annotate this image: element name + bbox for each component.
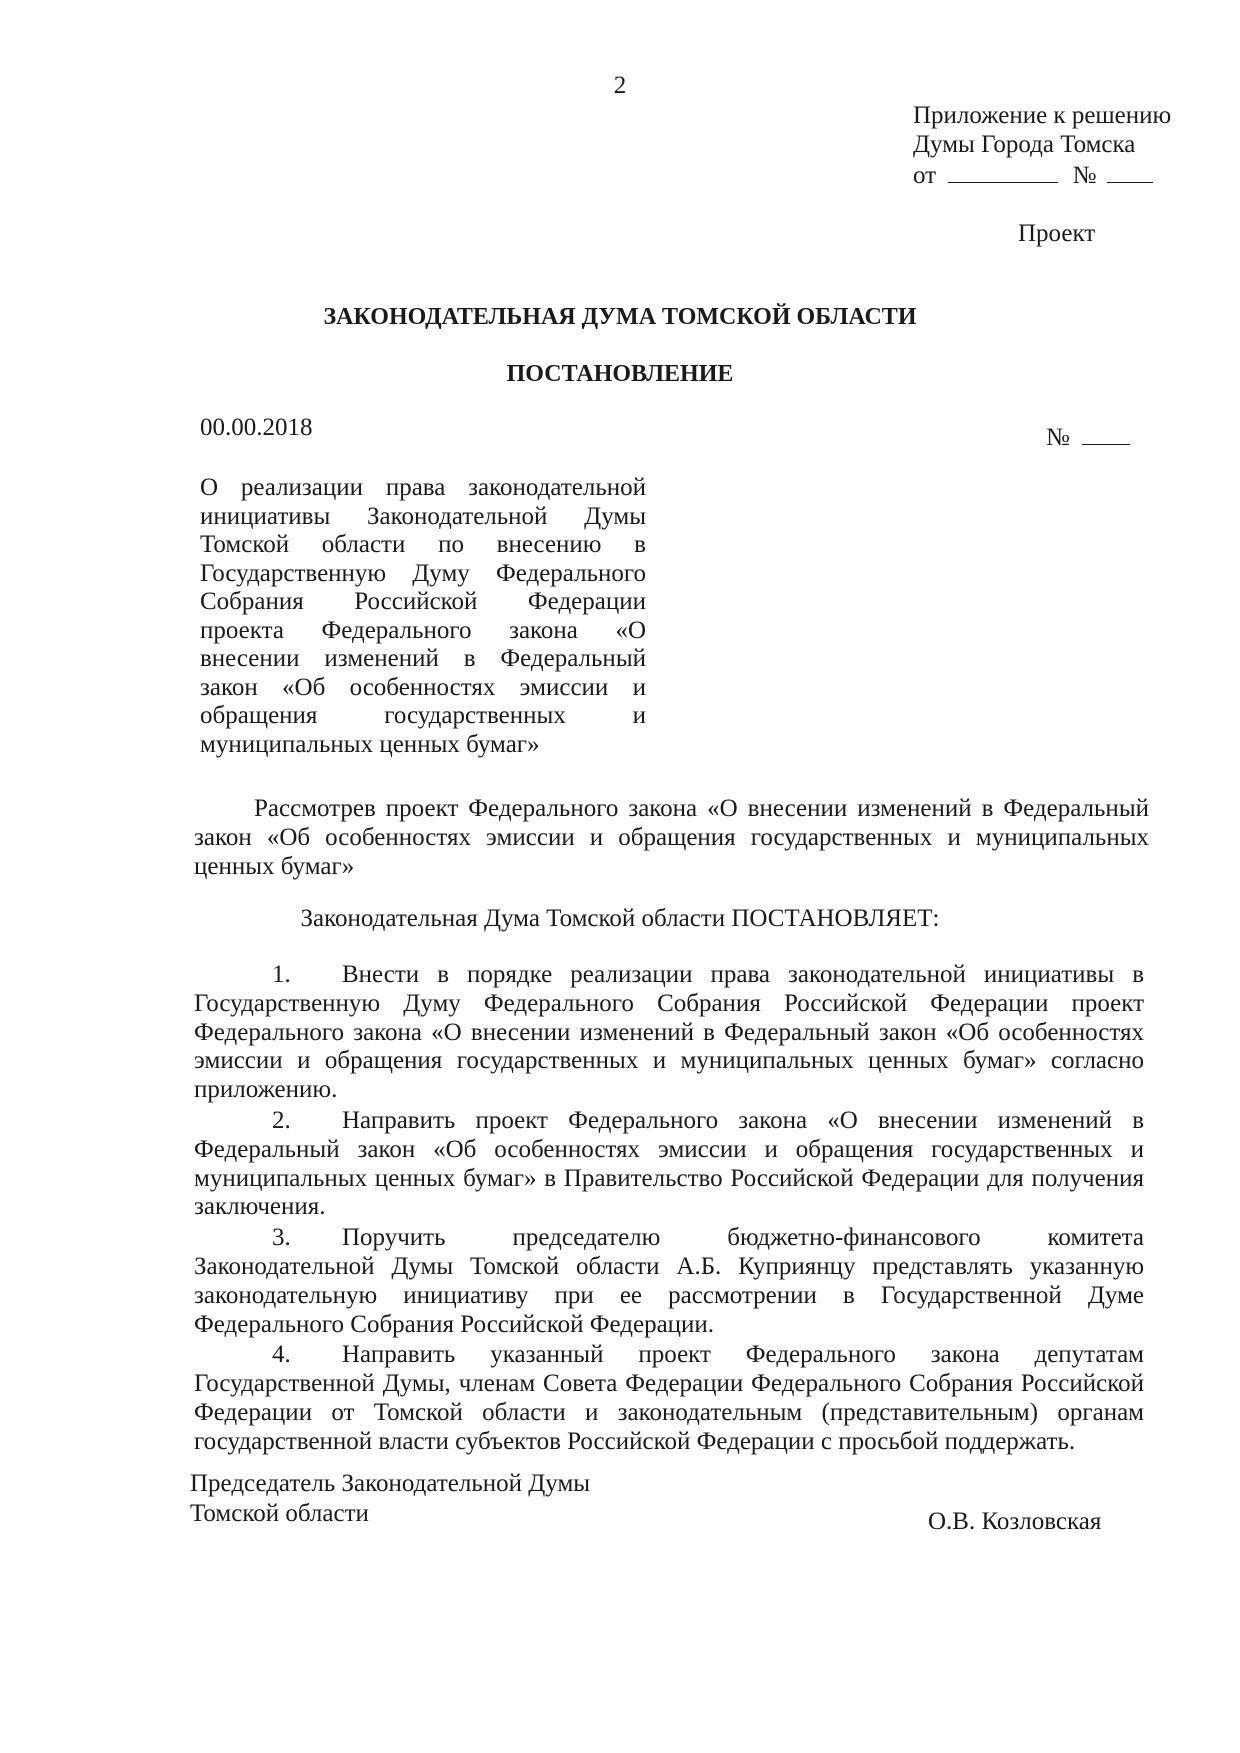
- item-number: 3.: [272, 1224, 291, 1252]
- document-date: 00.00.2018: [200, 414, 313, 441]
- appendix-block: [913, 102, 1213, 189]
- page-number: 2: [613, 72, 627, 99]
- item-text: Поручить председателю бюджетно-финансового комитета Законодательной Думы Томской области А.Б. Куприянцу представлять указанную законодательную инициативу при ее рассмотрении в Государственной Думе Федерального Собрания Российской Федерации.: [194, 1224, 1144, 1338]
- resolution-item: [194, 1224, 1144, 1339]
- item-number: 1.: [272, 961, 291, 988]
- appendix-line-2: Думы Города Томска: [913, 131, 1136, 158]
- item-number: 2.: [272, 1106, 291, 1134]
- org-heading: ЗАКОНОДАТЕЛЬНАЯ ДУМА ТОМСКОЙ ОБЛАСТИ: [323, 304, 917, 330]
- project-label: Проект: [1018, 220, 1096, 247]
- resolution-item: [194, 1341, 1144, 1456]
- document-subject: О реализации права законодательной инициативы Законодательной Думы Томской области по внесению в Государственную Думу Федерального Собрания Российской Федерации проекта Федерального закона «О внесении изменений в Федеральный закон «Об особенностях эмиссии и обращения государственных и муниципальных ценных бумаг»: [200, 474, 646, 758]
- appendix-line-3: [913, 160, 1213, 189]
- document-number-label: №: [1046, 424, 1070, 451]
- item-text: Внести в порядке реализации права законодательной инициативы в Государственную Думу Федерального Собрания Российской Федерации проект Федерального закона «О внесении изменений в Федеральный закон «Об особенностях эмиссии и обращения государственных и муниципальных ценных бумаг» согласно приложению.: [194, 961, 1144, 1104]
- signatory-title: [190, 1470, 690, 1530]
- appendix-number-blank: [1107, 160, 1153, 183]
- document-type-title: ПОСТАНОВЛЕНИЕ: [506, 361, 734, 387]
- appendix-date-blank: [948, 160, 1058, 183]
- resolution-item: [194, 961, 1144, 1105]
- resolution-items: [194, 961, 1144, 1459]
- resolution-item: [194, 1107, 1144, 1222]
- signatory-title-line-2: Томской области: [190, 1500, 369, 1527]
- resolves-line: Законодательная Дума Томской области ПОСТАНОВЛЯЕТ:: [300, 905, 940, 932]
- item-number: 4.: [272, 1341, 291, 1369]
- item-text: Направить указанный проект Федерального закона депутатам Государственной Думы, членам Совета Федерации Федерального Собрания Российской Федерации от Томской области и законодательным (представительным) органам государственной власти субъектов Российской Федерации с просьбой поддержать.: [194, 1341, 1144, 1455]
- signatory-name: О.В. Козловская: [928, 1508, 1102, 1535]
- document-number: [1046, 422, 1130, 452]
- item-text: Направить проект Федерального закона «О внесении изменений в Федеральный закон «Об особенностях эмиссии и обращения государственных и муниципальных ценных бумаг» в Правительство Российской Федерации для получения заключения.: [194, 1106, 1144, 1221]
- signatory-title-line-1: Председатель Законодательной Думы: [190, 1470, 591, 1497]
- appendix-from-label: от: [913, 162, 937, 189]
- document-number-blank: [1082, 422, 1130, 445]
- preamble-paragraph: Рассмотрев проект Федерального закона «О внесении изменений в Федеральный закон «Об особенностях эмиссии и обращения государственных и муниципальных ценных бумаг»: [194, 795, 1149, 880]
- appendix-line-1: Приложение к решению: [913, 102, 1172, 129]
- appendix-number-label: №: [1072, 162, 1097, 189]
